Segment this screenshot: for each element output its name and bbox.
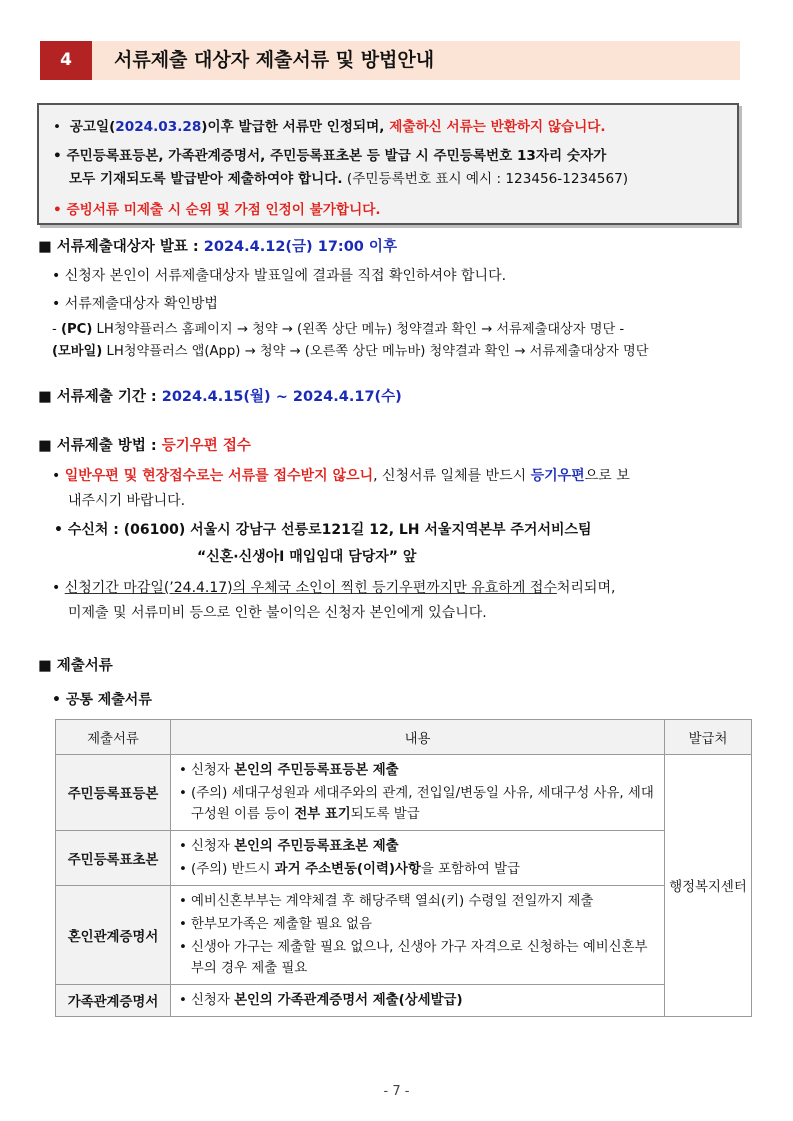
doc-name: 가족관계증명서 [56, 985, 171, 1017]
table-header-row [56, 720, 752, 755]
notice-line-3: 모두 기재되도록 발급받아 제출하여야 합니다. (주민등록번호 표시 예시 : 123456-1234567) [69, 171, 629, 187]
notice-line-1: • 공고일(2024.03.28)이후 발급한 서류만 인정되며, 제출하신 서류는 반환하지 않습니다. [53, 119, 606, 135]
doc-content [171, 985, 665, 1017]
announce-date: 2024.4.12(금) 17:00 이후 [203, 239, 397, 255]
notice-box [37, 103, 739, 225]
announce-mobile-path: (모바일) LH청약플러스 앱(App) → 청약 → (오른쪽 상단 메뉴바) 청약결과 확인 → 서류제출대상자 명단 [52, 344, 649, 359]
notice-date: 2024.03.28 [115, 119, 202, 135]
col-header-document: 제출서류 [56, 720, 171, 755]
notice-line-4: • 증빙서류 미제출 시 순위 및 가점 인정이 불가합니다. [53, 202, 381, 218]
doc-name: 주민등록표초본 [56, 831, 171, 886]
list-item: • (주의) 세대구성원과 세대주와의 관계, 전입일/변동일 사유, 세대구성 사유, 세대구성원 이름 등이 전부 표기되도록 발급 [177, 783, 658, 825]
list-item: • 한부모가족은 제출할 필요 없음 [177, 914, 658, 935]
method-heading: ■ 서류제출 방법 : 등기우편 접수 [38, 438, 251, 454]
table-row [56, 755, 752, 831]
method-bullet-3: • 신청기간 마감일(’24.4.17)의 우체국 소인이 찍힌 등기우편까지만 유효하게 접수처리되며, [52, 580, 616, 596]
docs-heading: ■ 제출서류 [38, 658, 113, 674]
table-row [56, 886, 752, 985]
section-title: 서류제출 대상자 제출서류 및 방법안내 [114, 49, 435, 71]
doc-content [171, 886, 665, 985]
documents-table [55, 719, 752, 1017]
recipient-line-2: “신혼·신생아Ⅰ 매입임대 담당자” 앞 [197, 549, 417, 565]
list-item: • 예비신혼부부는 계약체결 후 해당주택 열쇠(키) 수령일 전일까지 제출 [177, 891, 658, 912]
doc-content [171, 831, 665, 886]
period-heading: ■ 서류제출 기간 : 2024.4.15(월) ~ 2024.4.17(수) [38, 389, 402, 405]
table-row [56, 985, 752, 1017]
recipient-line-1: • 수신처 : (06100) 서울시 강남구 선릉로121길 12, LH 서울지역본부 주거서비스팀 [54, 522, 592, 538]
period-value: 2024.4.15(월) ~ 2024.4.17(수) [161, 389, 402, 405]
announce-bullet-1: • 신청자 본인이 서류제출대상자 발표일에 결과를 직접 확인하셔야 합니다. [52, 268, 507, 284]
table-row [56, 831, 752, 886]
doc-content [171, 755, 665, 831]
doc-name: 주민등록표등본 [56, 755, 171, 831]
list-item: • 신생아 가구는 제출할 필요 없으나, 신생아 가구 자격으로 신청하는 예비신혼부부의 경우 제출 필요 [177, 937, 658, 979]
col-header-issuer: 발급처 [665, 720, 752, 755]
notice-line-2: • 주민등록표등본, 가족관계증명서, 주민등록표초본 등 발급 시 주민등록번호 13자리 숫자가 [53, 148, 607, 164]
page-number: - 7 - [383, 1084, 410, 1099]
col-header-content: 내용 [171, 720, 665, 755]
list-item: • 신청자 본인의 가족관계증명서 제출(상세발급) [177, 990, 658, 1011]
list-item: • 신청자 본인의 주민등록표초본 제출 [177, 836, 658, 857]
common-docs-label: • 공통 제출서류 [52, 692, 152, 708]
section-number: 4 [40, 41, 92, 80]
doc-name: 혼인관계증명서 [56, 886, 171, 985]
announce-pc-path: - (PC) LH청약플러스 홈페이지 → 청약 → (왼쪽 상단 메뉴) 청약결과 확인 → 서류제출대상자 명단 - [52, 322, 625, 337]
method-value: 등기우편 접수 [161, 438, 251, 454]
method-bullet-1-cont: 내주시기 바랍니다. [68, 493, 186, 509]
announce-heading: ■ 서류제출대상자 발표 : 2024.4.12(금) 17:00 이후 [38, 239, 397, 255]
list-item: • 신청자 본인의 주민등록표등본 제출 [177, 760, 658, 781]
list-item: • (주의) 반드시 과거 주소변동(이력)사항을 포함하여 발급 [177, 859, 658, 880]
announce-bullet-2: • 서류제출대상자 확인방법 [52, 296, 218, 312]
issuer-cell: 행정복지센터 [665, 755, 752, 1017]
method-bullet-3-cont: 미제출 및 서류미비 등으로 인한 불이익은 신청자 본인에게 있습니다. [68, 605, 487, 621]
method-bullet-1: • 일반우편 및 현장접수로는 서류를 접수받지 않으니, 신청서류 일체를 반드시 등기우편으로 보 [52, 468, 630, 484]
